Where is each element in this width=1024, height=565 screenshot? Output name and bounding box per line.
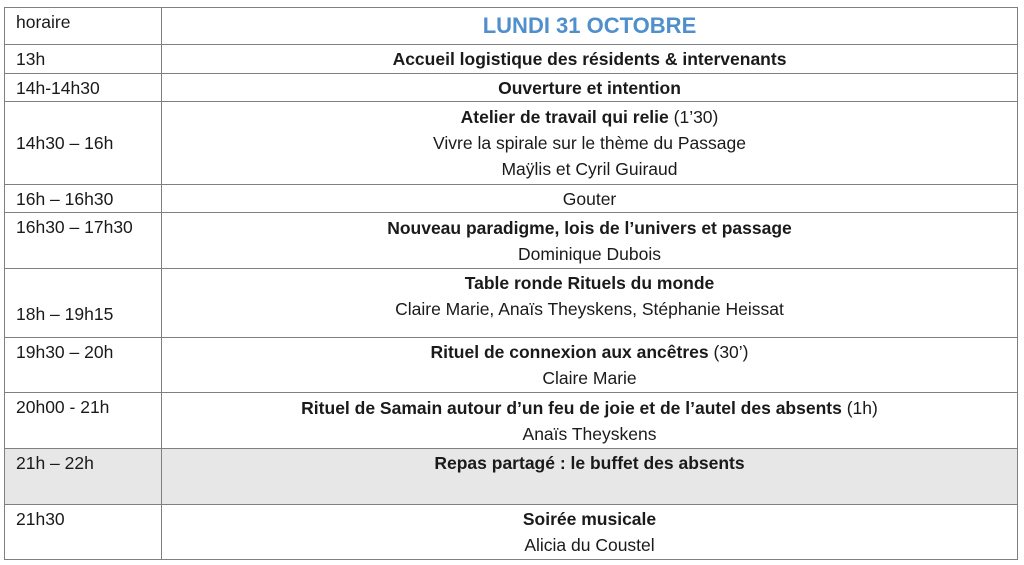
- session-speakers: Maÿlis et Cyril Guiraud: [501, 159, 678, 179]
- session-duration: (1’30): [668, 107, 719, 127]
- row-time: 13h: [5, 45, 162, 74]
- row-time: 16h – 16h30: [5, 185, 162, 213]
- row-time: 21h30: [5, 505, 162, 560]
- table-row: [5, 185, 1018, 213]
- session-title: Repas partagé : le buffet des absents: [434, 453, 745, 473]
- session-title: Gouter: [562, 188, 617, 209]
- day-title-cell: [162, 8, 1018, 45]
- session-title: Ouverture et intention: [498, 77, 681, 98]
- session-title: Soirée musicale: [522, 509, 657, 529]
- table-row: [5, 102, 1018, 185]
- session-title: Rituel de Samain autour d’un feu de joie et de l’autel des absents: [301, 397, 842, 418]
- row-content: [162, 505, 1018, 560]
- row-time: 19h30 – 20h: [5, 338, 162, 393]
- row-time: 16h30 – 17h30: [5, 213, 162, 269]
- row-time: 20h00 - 21h: [5, 393, 162, 449]
- row-content: [162, 45, 1018, 74]
- session-description: Vivre la spirale sur le thème du Passage: [433, 133, 746, 153]
- row-time: 14h30 – 16h: [5, 102, 162, 185]
- row-content: [162, 185, 1018, 213]
- row-content: [162, 269, 1018, 338]
- session-speakers: Anaïs Theyskens: [522, 423, 657, 444]
- session-speakers: Dominique Dubois: [518, 243, 661, 264]
- table-row: [5, 393, 1018, 449]
- row-content: [162, 449, 1018, 505]
- session-title: Rituel de connexion aux ancêtres: [430, 342, 709, 362]
- session-speakers: Claire Marie, Anaïs Theyskens, Stéphanie Heissat: [395, 299, 784, 319]
- day-title: LUNDI 31 OCTOBRE: [482, 13, 697, 38]
- table-row: [5, 269, 1018, 338]
- header-row: [5, 8, 1018, 45]
- table-row: [5, 449, 1018, 505]
- session-title: Atelier de travail qui relie: [460, 107, 669, 127]
- session-title: Nouveau paradigme, lois de l’univers et passage: [387, 217, 792, 238]
- table-row: [5, 74, 1018, 102]
- row-content: [162, 74, 1018, 102]
- row-time: 18h – 19h15: [5, 269, 162, 338]
- table-row: [5, 213, 1018, 269]
- row-content: [162, 213, 1018, 269]
- row-time: 14h-14h30: [5, 74, 162, 102]
- row-content: [162, 102, 1018, 185]
- row-content: [162, 338, 1018, 393]
- table-row: [5, 338, 1018, 393]
- table-row: [5, 505, 1018, 560]
- time-column-header: horaire: [5, 8, 162, 45]
- row-time: 21h – 22h: [5, 449, 162, 505]
- session-title-line: [162, 104, 1017, 130]
- session-speakers: Alicia du Coustel: [524, 535, 655, 555]
- session-title-line: [162, 395, 1017, 421]
- session-speakers: Claire Marie: [542, 368, 637, 388]
- session-duration: (30’): [708, 342, 749, 362]
- session-title-line: [162, 339, 1017, 365]
- session-title: Table ronde Rituels du monde: [464, 273, 715, 293]
- session-duration: (1h): [841, 397, 878, 418]
- schedule-table: [4, 7, 1018, 560]
- table-row: [5, 45, 1018, 74]
- session-title: Accueil logistique des résidents & intervenants: [392, 49, 787, 69]
- row-content: [162, 393, 1018, 449]
